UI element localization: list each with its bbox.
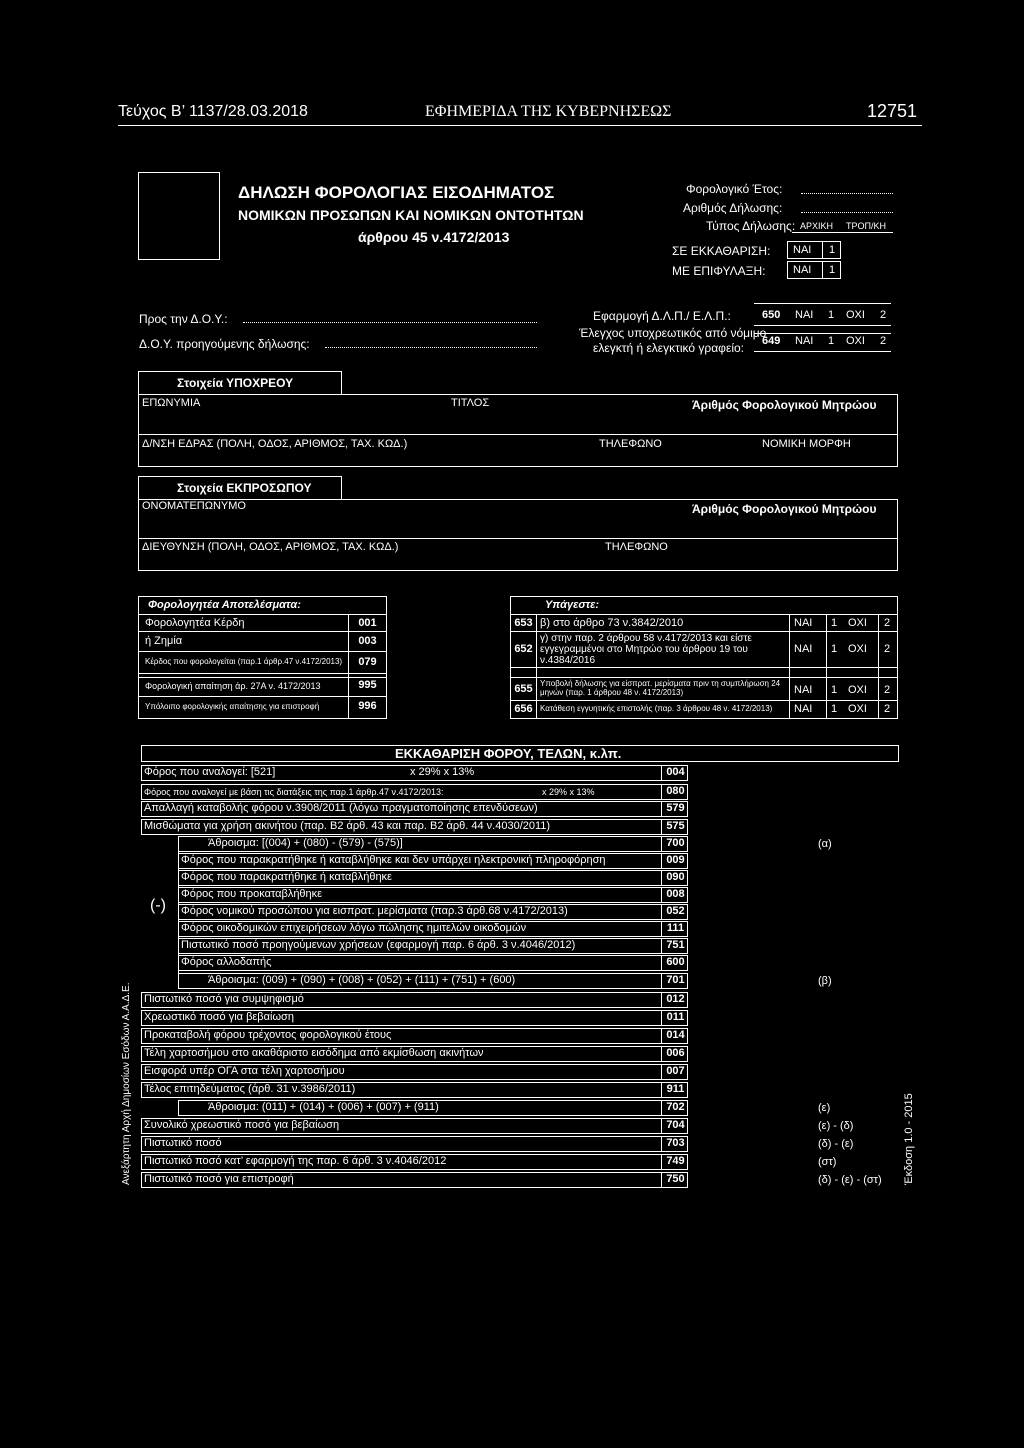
subject-code-0: 653: [514, 617, 533, 629]
clearance-row-code: 008: [666, 888, 685, 900]
tax-year-field[interactable]: [801, 193, 893, 194]
form-article: άρθρου 45 ν.4172/2013: [358, 229, 510, 245]
clearance-row-label: Φόρος νομικού προσώπου για εισπρατ. μερίσματα (παρ.3 άρθ.68 ν.4172/2013): [181, 905, 568, 917]
form-subtitle: ΝΟΜΙΚΩΝ ΠΡΟΣΩΠΩΝ ΚΑΙ ΝΟΜΙΚΩΝ ΟΝΤΟΤΗΤΩΝ: [238, 207, 584, 223]
clearance-row-code-divider: [661, 819, 662, 835]
deductions-bracket: (-): [150, 897, 166, 914]
subject-col-d: [878, 614, 879, 718]
clearance-row-label: Φόρος αλλοδαπής: [181, 956, 272, 968]
clearance-row-code-divider: [661, 1118, 662, 1134]
subject-two-1: 2: [884, 643, 891, 655]
clearance-row-label: Φόρος που προκαταβλήθηκε: [181, 888, 323, 900]
results-title: Φορολογητέα Αποτελέσματα:: [148, 599, 301, 611]
results-label-4: Υπόλοιπο φορολογικής απαίτησης για επιστροφή: [145, 702, 320, 711]
code-650: 650: [762, 309, 781, 321]
clearance-row-code-divider: [661, 1154, 662, 1170]
rep-address-label: ΔΙΕΥΘΥΝΣΗ (ΠΟΛΗ, ΟΔΟΣ, ΑΡΙΘΜΟΣ, ΤΑΧ. ΚΩΔ.): [142, 541, 399, 553]
results-code-2: 079: [358, 656, 377, 668]
clearance-row-code: 600: [666, 956, 685, 968]
subject-yes-0[interactable]: ΝΑΙ: [794, 617, 813, 629]
obligor-name-label: ΕΠΩΝΥΜΙΑ: [142, 397, 201, 409]
prev-doy-field[interactable]: [325, 347, 537, 348]
clearance-row-code: 052: [666, 905, 685, 917]
subject-code-1: 652: [514, 643, 533, 655]
clearance-title: ΕΚΚΑΘΑΡΙΣΗ ΦΟΡΟΥ, ΤΕΛΩΝ, κ.λπ.: [395, 746, 622, 761]
subject-one-0: 1: [831, 617, 838, 629]
clearance-label: ΣΕ ΕΚΚΑΘΑΡΙΣΗ:: [672, 244, 771, 258]
clearance-row-label: Πιστωτικό ποσό προηγούμενων χρήσεων (εφαρμογή παρ. 6 άρθ. 3 ν.4046/2012): [181, 939, 576, 951]
audit-two: 2: [880, 335, 887, 347]
clearance-row-code: 703: [666, 1137, 685, 1149]
results-code-4: 996: [358, 700, 377, 712]
clearance-divider: [822, 241, 823, 259]
clearance-row-label: Φόρος που αναλογεί: [521]: [144, 766, 276, 778]
clearance-row-note: (στ): [818, 1156, 837, 1168]
decl-type-amending[interactable]: ΤΡΟΠ/ΚΗ: [846, 221, 887, 231]
clearance-row-code: 751: [666, 939, 685, 951]
clearance-row-label: Τέλος επιτηδεύματος (άρθ. 31 ν.3986/2011): [144, 1083, 356, 1095]
clearance-row-code-divider: [661, 992, 662, 1008]
clearance-row-code-divider: [661, 1028, 662, 1044]
subject-rule-3: [510, 667, 897, 668]
decl-type-initial[interactable]: ΑΡΧΙΚΗ: [800, 221, 834, 231]
subject-code-2: 655: [514, 683, 533, 695]
subject-label-2: Υποβολή δήλωσης για είσπρατ. μερίσματα πριν τη συμπλήρωση 24 μηνών (παρ. 1 άρθρου 48 ν. 4172/2013): [540, 679, 781, 697]
clearance-row-code-divider: [661, 973, 662, 989]
clearance-row-label: Φόρος οικοδομικών επιχειρήσεων λόγω πώλησης ημιτελών οικοδομών: [181, 922, 527, 934]
form-title: ΔΗΛΩΣΗ ΦΟΡΟΛΟΓΙΑΣ ΕΙΣΟΔΗΜΑΤΟΣ: [238, 183, 555, 202]
decl-type-rule: [792, 232, 893, 233]
subject-code-3: 656: [514, 703, 533, 715]
clearance-row-code: 579: [666, 802, 685, 814]
clearance-row-code-divider: [661, 853, 662, 869]
audit-label-1: Έλεγχος υποχρεωτικός από νόμιμο: [579, 326, 767, 340]
clearance-row-code-divider: [661, 801, 662, 817]
header-rule: [118, 125, 922, 126]
subject-two-2: 2: [884, 684, 891, 696]
rep-phone-label: ΤΗΛΕΦΩΝΟ: [605, 541, 668, 553]
subject-no-1[interactable]: ΟΧΙ: [848, 643, 867, 655]
obligor-brand-label: ΤΙΤΛΟΣ: [451, 397, 490, 409]
results-code-1: 003: [358, 635, 377, 647]
liquidation-one: 1: [829, 264, 836, 276]
subject-label-0: β) στο άρθρο 73 ν.3842/2010: [540, 617, 684, 629]
results-label-1: ή Ζημία: [145, 635, 183, 647]
clearance-row-note: (δ) - (ε) - (στ): [818, 1174, 882, 1186]
results-label-2: Κέρδος που φορολογείται (παρ.1 άρθρ.47 ν.4172/2013): [145, 657, 343, 666]
obligor-mid-rule: [138, 434, 897, 435]
logo-box: [138, 172, 220, 260]
side-left-text: Ανεξάρτητη Αρχή Δημοσίων Εσόδων Α.Α.Δ.Ε.: [121, 982, 132, 1185]
subject-rule-5: [510, 700, 897, 701]
clearance-row-rate: x 29% x 13%: [410, 766, 475, 778]
subject-rule-4: [510, 677, 897, 678]
decl-no-label: Αριθμός Δήλωσης:: [683, 201, 783, 215]
obligor-legal-form-label: ΝΟΜΙΚΗ ΜΟΡΦΗ: [762, 438, 851, 450]
clearance-row-code: 700: [666, 837, 685, 849]
clearance-row-label: Πιστωτικό ποσό για συμψηφισμό: [144, 993, 304, 1005]
app-mid-rule: [754, 325, 891, 326]
clearance-yes: ΝΑΙ: [793, 244, 812, 256]
liquidation-yes: ΝΑΙ: [793, 264, 812, 276]
subject-one-3: 1: [831, 703, 838, 715]
audit-no[interactable]: ΟΧΙ: [846, 335, 865, 347]
audit-yes[interactable]: ΝΑΙ: [795, 335, 814, 347]
clearance-row-code-divider: [661, 1046, 662, 1062]
clearance-row-note: (δ) - (ε): [818, 1138, 854, 1150]
clearance-row-code-divider: [661, 765, 662, 781]
subject-yes-3[interactable]: ΝΑΙ: [794, 703, 813, 715]
clearance-row-box: [141, 1136, 688, 1152]
clearance-row-code: 749: [666, 1155, 685, 1167]
subject-one-1: 1: [831, 643, 838, 655]
liquidation-label: ΜΕ ΕΠΙΦΥΛΑΞΗ:: [672, 264, 766, 278]
clearance-row-label: Άθροισμα: [(004) + (080) - (579) - (575)]: [208, 837, 403, 849]
app-two: 2: [880, 309, 887, 321]
clearance-row-label: Συνολικό χρεωστικό ποσό για βεβαίωση: [144, 1119, 340, 1131]
clearance-row-label: Πιστωτικό ποσό κατ’ εφαρμογή της παρ. 6 άρθ. 3 ν.4046/2012: [144, 1155, 447, 1167]
clearance-row-code-divider: [661, 784, 662, 800]
subject-two-0: 2: [884, 617, 891, 629]
clearance-row-code-divider: [661, 921, 662, 937]
rep-afm-label: Άριθμός Φορολογικού Μητρώου: [692, 502, 877, 516]
clearance-row-code: 011: [666, 1011, 685, 1023]
subject-rule-2: [510, 631, 897, 632]
results-code-3: 995: [358, 679, 377, 691]
liquidation-divider: [822, 261, 823, 279]
decl-type-label: Τύπος Δήλωσης:: [706, 219, 796, 233]
subject-no-3[interactable]: ΟΧΙ: [848, 703, 867, 715]
clearance-row-note: (β): [818, 975, 832, 987]
clearance-one: 1: [829, 244, 836, 256]
clearance-row-code-divider: [661, 938, 662, 954]
app-one: 1: [828, 309, 835, 321]
clearance-row-label: Μισθώματα για χρήση ακινήτου (παρ. Β2 άρθ. 43 και παρ. Β2 άρθ. 44 ν.4030/2011): [144, 820, 551, 832]
clearance-row-label: Πιστωτικό ποσό: [144, 1137, 222, 1149]
subject-title: Υπάγεστε:: [545, 599, 600, 611]
clearance-row-code: 009: [666, 854, 685, 866]
clearance-row-code-divider: [661, 1082, 662, 1098]
to-doy-field[interactable]: [243, 322, 537, 323]
clearance-row-note: (α): [818, 838, 832, 850]
obligor-address-label: Δ/ΝΣΗ ΕΔΡΑΣ (ΠΟΛΗ, ΟΔΟΣ, ΑΡΙΘΜΟΣ, ΤΑΧ. ΚΩΔ.): [142, 438, 408, 450]
subject-no-2[interactable]: ΟΧΙ: [848, 684, 867, 696]
clearance-row-label: Τέλη χαρτοσήμου στο ακαθάριστο εισόδημα από εκμίσθωση ακινήτων: [144, 1047, 484, 1059]
clearance-row-label: Φόρος που αναλογεί με βάση τις διατάξεις της παρ.1 άρθρ.47 ν.4172/2013:: [144, 787, 444, 797]
audit-bottom-rule: [754, 351, 891, 352]
to-doy-label: Προς την Δ.Ο.Υ.:: [139, 312, 228, 326]
subject-yes-1[interactable]: ΝΑΙ: [794, 643, 813, 655]
clearance-row-code-divider: [661, 1100, 662, 1116]
clearance-row-code-divider: [661, 870, 662, 886]
app-label: Εφαρμογή Δ.Λ.Π./ Ε.Λ.Π.:: [593, 309, 731, 323]
subject-one-2: 1: [831, 684, 838, 696]
clearance-row-label: Πιστωτικό ποσό για επιστροφή: [144, 1173, 294, 1185]
subject-col-b: [789, 614, 790, 718]
side-right-text: Έκδοση 1.0 - 2015: [903, 1093, 915, 1185]
clearance-row-code: 750: [666, 1173, 685, 1185]
results-label-3: Φορολογική απαίτηση άρ. 27Α ν. 4172/2013: [145, 681, 321, 691]
clearance-row-note: (ε): [818, 1102, 831, 1114]
subject-rule-1: [510, 614, 897, 615]
results-label-0: Φορολογητέα Κέρδη: [145, 617, 245, 629]
app-yes[interactable]: ΝΑΙ: [795, 309, 814, 321]
clearance-row-code-divider: [661, 1010, 662, 1026]
clearance-row-code: 014: [666, 1029, 685, 1041]
clearance-row-code: 575: [666, 820, 685, 832]
page-number: 12751: [867, 101, 918, 121]
audit-label-2: ελεγκτή ή ελεγκτικό γραφείο:: [593, 341, 744, 355]
obligor-title: Στοιχεία ΥΠΟΧΡΕΟΥ: [177, 376, 294, 390]
tax-year-label: Φορολογικό Έτος:: [686, 182, 783, 196]
audit-one: 1: [828, 335, 835, 347]
clearance-row-code: 701: [666, 974, 685, 986]
clearance-row-label: Άθροισμα: (009) + (090) + (008) + (052) + (111) + (751) + (600): [208, 974, 516, 986]
clearance-row-code-divider: [661, 955, 662, 971]
obligor-phone-label: ΤΗΛΕΦΩΝΟ: [599, 438, 662, 450]
gazette-name: ΕΦΗΜΕΡΙΔΑ ΤΗΣ ΚΥΒΕΡΝΗΣΕΩΣ: [425, 103, 672, 120]
subject-label-3: Κατάθεση εγγυητικής επιστολής (παρ. 3 άρθρου 48 ν. 4172/2013): [540, 704, 773, 713]
app-no[interactable]: ΟΧΙ: [846, 309, 865, 321]
audit-top-rule: [754, 333, 891, 334]
clearance-row-code: 004: [666, 766, 685, 778]
rep-mid-rule: [138, 538, 897, 539]
decl-no-field[interactable]: [801, 212, 893, 213]
clearance-row-code: 702: [666, 1101, 685, 1113]
clearance-row-label: Χρεωστικό ποσό για βεβαίωση: [144, 1011, 294, 1023]
code-649: 649: [762, 335, 781, 347]
clearance-row-label: Εισφορά υπέρ ΟΓΑ στα τέλη χαρτοσήμου: [144, 1065, 345, 1077]
clearance-row-code-divider: [661, 836, 662, 852]
rep-title: Στοιχεία ΕΚΠΡΟΣΩΠΟΥ: [177, 481, 312, 495]
app-top-rule: [754, 303, 891, 304]
clearance-row-label: Φόρος που παρακρατήθηκε ή καταβλήθηκε και δεν υπάρχει ηλεκτρονική πληροφόρηση: [181, 854, 606, 866]
clearance-row-code: 090: [666, 871, 685, 883]
clearance-row-code-divider: [661, 904, 662, 920]
subject-label-1: γ) στην παρ. 2 άρθρου 58 ν.4172/2013 και είστε εγγεγραμμένοι στο Μητρώο του άρθρου 19 του ν.4384/2016: [540, 633, 752, 666]
clearance-row-code: 007: [666, 1065, 685, 1077]
subject-yes-2[interactable]: ΝΑΙ: [794, 684, 813, 696]
clearance-row-note: (ε) - (δ): [818, 1120, 854, 1132]
issue-label: Τεύχος Β’ 1137/28.03.2018: [118, 103, 308, 120]
clearance-row-code: 006: [666, 1047, 685, 1059]
clearance-row-code: 012: [666, 993, 685, 1005]
clearance-row-code: 704: [666, 1119, 685, 1131]
subject-no-0[interactable]: ΟΧΙ: [848, 617, 867, 629]
prev-doy-label: Δ.Ο.Υ. προηγούμενης δήλωσης:: [139, 337, 310, 351]
clearance-row-code-divider: [661, 1064, 662, 1080]
clearance-row-label: Προκαταβολή φόρου τρέχοντος φορολογικού έτους: [144, 1029, 392, 1041]
clearance-row-code-divider: [661, 1172, 662, 1188]
obligor-afm-label: Άριθμός Φορολογικού Μητρώου: [692, 398, 877, 412]
clearance-row-code: 080: [666, 785, 685, 797]
clearance-row-rate: x 29% x 13%: [542, 787, 595, 797]
clearance-row-label: Απαλλαγή καταβολής φόρου ν.3908/2011 (λόγω πραγματοποίησης επενδύσεων): [144, 802, 538, 814]
subject-col-c: [826, 614, 827, 718]
subject-two-3: 2: [884, 703, 891, 715]
rep-name-label: ΟΝΟΜΑΤΕΠΩΝΥΜΟ: [142, 500, 246, 512]
clearance-row-code: 911: [666, 1083, 685, 1095]
clearance-row-label: Άθροισμα: (011) + (014) + (006) + (007) + (911): [208, 1101, 439, 1113]
clearance-row-code-divider: [661, 1136, 662, 1152]
clearance-row-code-divider: [661, 887, 662, 903]
clearance-row-label: Φόρος που παρακρατήθηκε ή καταβλήθηκε: [181, 871, 392, 883]
results-code-0: 001: [358, 617, 377, 629]
clearance-row-code: 111: [666, 922, 685, 934]
